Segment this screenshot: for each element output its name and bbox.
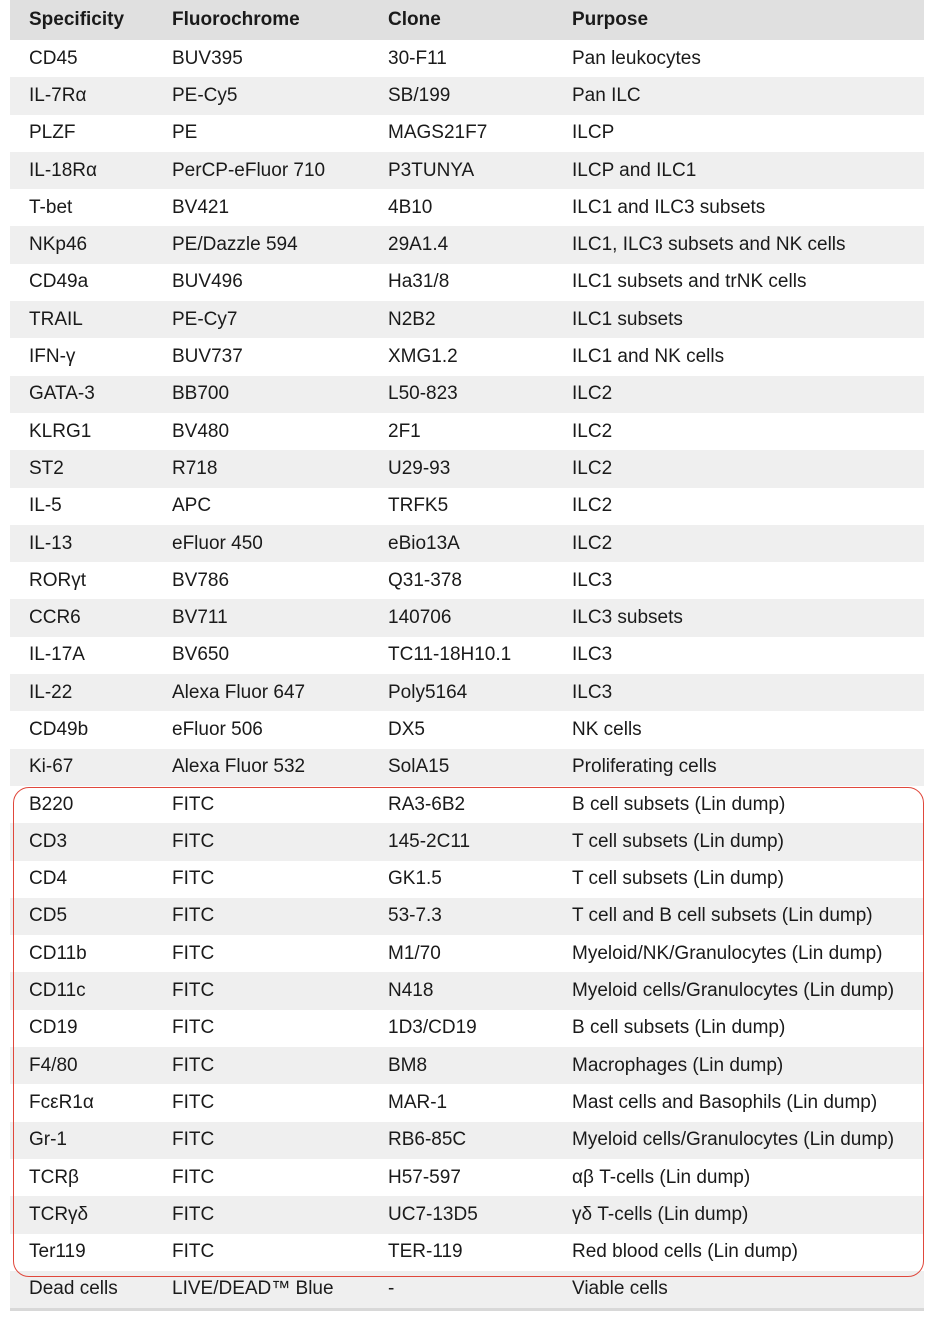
table-row <box>10 413 924 450</box>
cell-clone: N2B2 <box>388 308 436 330</box>
cell-specificity: CD45 <box>29 47 78 69</box>
table-bottom-rule <box>10 1308 924 1311</box>
table-row <box>10 861 924 898</box>
cell-purpose: ILC3 <box>572 644 613 666</box>
cell-fluorochrome: PE-Cy5 <box>172 84 238 106</box>
cell-fluorochrome: FITC <box>172 1017 215 1039</box>
cell-fluorochrome: PE <box>172 122 198 144</box>
cell-specificity: CD4 <box>29 868 68 890</box>
table-row <box>10 786 924 823</box>
table-row <box>10 115 924 152</box>
cell-clone: - <box>388 1278 395 1300</box>
table-row <box>10 1159 924 1196</box>
cell-specificity: CD19 <box>29 1017 78 1039</box>
cell-fluorochrome: FITC <box>172 1203 215 1225</box>
table-row <box>10 189 924 226</box>
cell-specificity: IL-13 <box>29 532 73 554</box>
cell-purpose: Pan leukocytes <box>572 47 701 69</box>
cell-fluorochrome: FITC <box>172 980 215 1002</box>
cell-clone: 1D3/CD19 <box>388 1017 477 1039</box>
cell-purpose: Viable cells <box>572 1278 668 1300</box>
cell-purpose: ILC2 <box>572 420 613 442</box>
cell-specificity: IFN-γ <box>29 346 76 368</box>
cell-clone: 2F1 <box>388 420 421 442</box>
cell-specificity: GATA-3 <box>29 383 95 405</box>
cell-fluorochrome: LIVE/DEAD™ Blue <box>172 1278 334 1300</box>
cell-fluorochrome: PerCP-eFluor 710 <box>172 159 326 181</box>
cell-purpose: ILC2 <box>572 457 613 479</box>
cell-clone: RB6-85C <box>388 1129 467 1151</box>
table-row <box>10 450 924 487</box>
cell-specificity: TCRγδ <box>29 1203 89 1225</box>
cell-fluorochrome: BUV395 <box>172 47 243 69</box>
cell-purpose: T cell and B cell subsets (Lin dump) <box>572 905 873 927</box>
cell-specificity: B220 <box>29 793 74 815</box>
cell-specificity: Gr-1 <box>29 1129 67 1151</box>
cell-purpose: Myeloid cells/Granulocytes (Lin dump) <box>572 980 895 1002</box>
table-row <box>10 376 924 413</box>
cell-fluorochrome: FITC <box>172 1129 215 1151</box>
cell-fluorochrome: Alexa Fluor 532 <box>172 756 306 778</box>
table-row <box>10 1122 924 1159</box>
cell-purpose: ILCP and ILC1 <box>572 159 697 181</box>
cell-purpose: ILC3 <box>572 569 613 591</box>
cell-clone: Ha31/8 <box>388 271 450 293</box>
cell-purpose: T cell subsets (Lin dump) <box>572 830 784 852</box>
cell-clone: XMG1.2 <box>388 346 458 368</box>
cell-clone: Q31-378 <box>388 569 462 591</box>
cell-specificity: IL-22 <box>29 681 73 703</box>
table-row <box>10 1010 924 1047</box>
cell-clone: H57-597 <box>388 1166 461 1188</box>
cell-specificity: TCRβ <box>29 1166 79 1188</box>
table-row <box>10 1084 924 1121</box>
cell-specificity: ST2 <box>29 457 64 479</box>
cell-fluorochrome: Alexa Fluor 647 <box>172 681 306 703</box>
header-specificity: Specificity <box>29 9 125 30</box>
cell-clone: UC7-13D5 <box>388 1203 478 1225</box>
cell-clone: TER-119 <box>388 1241 463 1263</box>
cell-fluorochrome: BUV496 <box>172 271 243 293</box>
table-row <box>10 1271 924 1308</box>
table-row <box>10 152 924 189</box>
cell-fluorochrome: BB700 <box>172 383 230 405</box>
cell-fluorochrome: BV421 <box>172 196 230 218</box>
cell-fluorochrome: PE-Cy7 <box>172 308 238 330</box>
cell-specificity: KLRG1 <box>29 420 92 442</box>
cell-clone: 145-2C11 <box>388 830 471 852</box>
cell-clone: RA3-6B2 <box>388 793 466 815</box>
cell-fluorochrome: FITC <box>172 793 215 815</box>
cell-clone: 53-7.3 <box>388 905 442 927</box>
table-row <box>10 898 924 935</box>
cell-clone: SB/199 <box>388 84 451 106</box>
cell-clone: eBio13A <box>388 532 460 554</box>
cell-purpose: B cell subsets (Lin dump) <box>572 1017 786 1039</box>
cell-specificity: Dead cells <box>29 1278 118 1300</box>
cell-purpose: Myeloid/NK/Granulocytes (Lin dump) <box>572 942 883 964</box>
cell-clone: SolA15 <box>388 756 450 778</box>
cell-clone: MAR-1 <box>388 1091 448 1113</box>
cell-specificity: CCR6 <box>29 607 81 629</box>
cell-fluorochrome: FITC <box>172 1241 215 1263</box>
cell-purpose: NK cells <box>572 718 642 740</box>
header-fluorochrome: Fluorochrome <box>172 9 300 30</box>
cell-purpose: ILC1 subsets <box>572 308 683 330</box>
cell-purpose: ILC2 <box>572 532 613 554</box>
cell-clone: M1/70 <box>388 942 441 964</box>
table-row <box>10 1047 924 1084</box>
cell-clone: L50-823 <box>388 383 458 405</box>
table-row <box>10 1234 924 1271</box>
cell-purpose: ILC3 <box>572 681 613 703</box>
cell-clone: TC11-18H10.1 <box>388 644 512 666</box>
table-row <box>10 488 924 525</box>
cell-clone: 140706 <box>388 607 452 629</box>
cell-specificity: IL-5 <box>29 495 62 517</box>
cell-clone: 29A1.4 <box>388 234 449 256</box>
cell-purpose: ILCP <box>572 122 615 144</box>
cell-specificity: CD11c <box>29 980 86 1002</box>
cell-fluorochrome: FITC <box>172 1166 215 1188</box>
cell-specificity: NKp46 <box>29 234 88 256</box>
cell-purpose: ILC1 subsets and trNK cells <box>572 271 807 293</box>
cell-clone: 30-F11 <box>388 47 447 69</box>
header-clone: Clone <box>388 9 441 30</box>
cell-specificity: Ter119 <box>29 1241 86 1263</box>
table-row <box>10 637 924 674</box>
cell-fluorochrome: FITC <box>172 1091 215 1113</box>
cell-fluorochrome: eFluor 450 <box>172 532 263 554</box>
cell-purpose: T cell subsets (Lin dump) <box>572 868 784 890</box>
cell-fluorochrome: PE/Dazzle 594 <box>172 234 298 256</box>
table-row <box>10 599 924 636</box>
cell-fluorochrome: FITC <box>172 868 215 890</box>
table-row <box>10 301 924 338</box>
table-row <box>10 1196 924 1233</box>
cell-fluorochrome: FITC <box>172 830 215 852</box>
cell-purpose: Macrophages (Lin dump) <box>572 1054 784 1076</box>
table-row <box>10 562 924 599</box>
cell-clone: Poly5164 <box>388 681 468 703</box>
cell-specificity: CD5 <box>29 905 68 927</box>
antibody-panel-table <box>10 0 924 1311</box>
cell-fluorochrome: BV480 <box>172 420 230 442</box>
cell-specificity: PLZF <box>29 122 76 144</box>
table-row <box>10 935 924 972</box>
cell-purpose: Proliferating cells <box>572 756 717 778</box>
table-row <box>10 749 924 786</box>
cell-specificity: IL-17A <box>29 644 85 666</box>
cell-specificity: IL-18Rα <box>29 159 98 181</box>
cell-clone: U29-93 <box>388 457 451 479</box>
cell-specificity: FcεR1α <box>29 1091 94 1113</box>
cell-clone: P3TUNYA <box>388 159 475 181</box>
table-row <box>10 40 924 77</box>
cell-purpose: γδ T-cells (Lin dump) <box>572 1203 749 1225</box>
cell-fluorochrome: BUV737 <box>172 346 243 368</box>
cell-clone: BM8 <box>388 1054 428 1076</box>
cell-fluorochrome: eFluor 506 <box>172 718 263 740</box>
cell-purpose: Pan ILC <box>572 84 641 106</box>
table-row <box>10 226 924 263</box>
cell-specificity: Ki-67 <box>29 756 74 778</box>
cell-specificity: CD3 <box>29 830 68 852</box>
cell-purpose: ILC1 and NK cells <box>572 346 725 368</box>
cell-fluorochrome: FITC <box>172 1054 215 1076</box>
cell-fluorochrome: FITC <box>172 942 215 964</box>
cell-fluorochrome: BV711 <box>172 607 228 629</box>
cell-specificity: CD49a <box>29 271 89 293</box>
table-row <box>10 264 924 301</box>
table-row <box>10 823 924 860</box>
cell-specificity: TRAIL <box>29 308 83 330</box>
cell-specificity: RORγt <box>29 569 86 591</box>
cell-purpose: ILC2 <box>572 495 613 517</box>
cell-specificity: CD49b <box>29 718 89 740</box>
cell-clone: DX5 <box>388 718 425 740</box>
table-header <box>10 0 924 40</box>
cell-purpose: ILC1, ILC3 subsets and NK cells <box>572 234 846 256</box>
cell-specificity: IL-7Rα <box>29 84 87 106</box>
table-row <box>10 77 924 114</box>
cell-fluorochrome: BV786 <box>172 569 230 591</box>
cell-specificity: CD11b <box>29 942 87 964</box>
cell-fluorochrome: APC <box>172 495 212 517</box>
cell-purpose: ILC2 <box>572 383 613 405</box>
cell-fluorochrome: R718 <box>172 457 218 479</box>
cell-clone: MAGS21F7 <box>388 122 488 144</box>
table-row <box>10 338 924 375</box>
table-row <box>10 711 924 748</box>
cell-specificity: F4/80 <box>29 1054 78 1076</box>
cell-specificity: T-bet <box>29 196 73 218</box>
cell-clone: 4B10 <box>388 196 433 218</box>
table-body <box>10 40 924 1308</box>
header-purpose: Purpose <box>572 9 649 30</box>
cell-fluorochrome: BV650 <box>172 644 230 666</box>
cell-clone: N418 <box>388 980 434 1002</box>
cell-purpose: Red blood cells (Lin dump) <box>572 1241 799 1263</box>
cell-purpose: B cell subsets (Lin dump) <box>572 793 786 815</box>
cell-purpose: Mast cells and Basophils (Lin dump) <box>572 1091 878 1113</box>
cell-fluorochrome: FITC <box>172 905 215 927</box>
table-row <box>10 674 924 711</box>
cell-purpose: ILC1 and ILC3 subsets <box>572 196 766 218</box>
cell-clone: TRFK5 <box>388 495 449 517</box>
table-row <box>10 525 924 562</box>
cell-clone: GK1.5 <box>388 868 442 890</box>
table-row <box>10 972 924 1009</box>
cell-purpose: ILC3 subsets <box>572 607 683 629</box>
cell-purpose: αβ T-cells (Lin dump) <box>572 1166 751 1188</box>
cell-purpose: Myeloid cells/Granulocytes (Lin dump) <box>572 1129 895 1151</box>
